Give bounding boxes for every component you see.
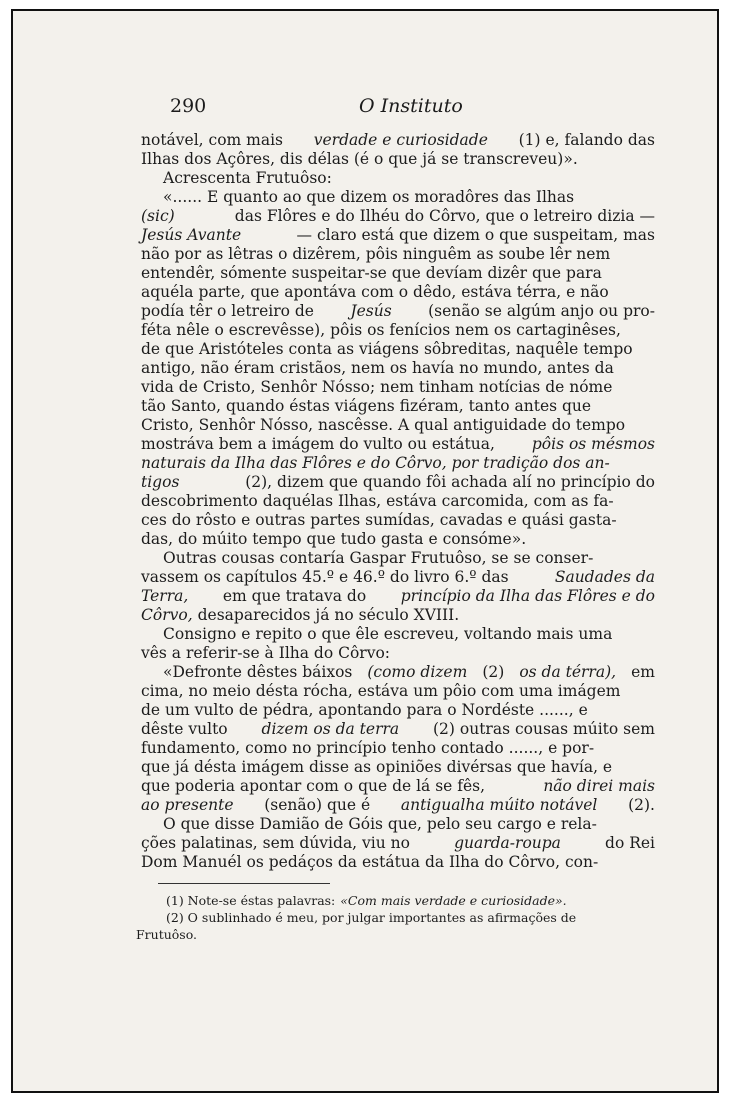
text-segment: (2) outras cousas múito sem: [433, 720, 655, 738]
text-segment: (2): [482, 663, 505, 681]
text-segment: notável, com mais: [141, 131, 284, 149]
footnotes: [136, 892, 655, 943]
text-segment: de um vulto de pédra, apontando para o Nordéste ......, e: [141, 701, 588, 719]
text-segment: podía têr o letreiro de: [141, 302, 314, 320]
text-segment: Ilhas dos Açôres, dis délas (é o que já se transcreveu)».: [141, 150, 578, 168]
text-segment: desaparecidos já no século XVIII.: [197, 606, 460, 624]
text-segment: princípio da Ilha das Flôres e do: [400, 587, 655, 605]
text-line: [141, 359, 655, 378]
book-title: O Instituto: [359, 95, 463, 117]
text-line: [141, 321, 655, 340]
text-segment: em: [631, 663, 655, 681]
text-segment: «...... E quanto ao que dizem os moradôres das Ilhas: [163, 188, 575, 206]
text-segment: descobrimento daquélas Ilhas, estáva carcomida, com as fa-: [141, 492, 614, 510]
footnote-line: [158, 909, 655, 926]
text-line: [141, 454, 655, 473]
text-segment: «Com mais verdade e curiosidade».: [340, 893, 567, 908]
text-line: [141, 777, 655, 796]
text-segment: pôis os mésmos: [531, 435, 655, 453]
book-page: [11, 9, 719, 1093]
text-segment: que já désta imágem disse as opiniões divérsas que havía, e: [141, 758, 613, 776]
text-segment: de que Aristóteles conta as viágens sôbreditas, naquêle tempo: [141, 340, 633, 358]
text-segment: (1) Note-se éstas palavras:: [166, 893, 336, 908]
text-line: [141, 815, 655, 834]
text-line: [141, 549, 655, 568]
text-line: [141, 226, 655, 245]
text-segment: Consigno e repito o que êle escreveu, voltando mais uma: [163, 625, 613, 643]
text-segment: naturais da Ilha das Flôres e do Côrvo, por tradição dos an-: [141, 454, 610, 472]
text-segment: das, do múito tempo que tudo gasta e consóme».: [141, 530, 527, 548]
text-segment: das Flôres e do Ilhéu do Côrvo, que o letreiro dizia —: [234, 207, 655, 225]
text-line: [141, 150, 655, 169]
text-segment: (como dizem: [367, 663, 468, 681]
text-line: [141, 245, 655, 264]
text-segment: ces do rôsto e outras partes sumídas, cavadas e quási gasta-: [141, 511, 617, 529]
text-segment: (sic): [141, 207, 175, 225]
text-line: [141, 188, 655, 207]
text-segment: féta nêle o escrevêsse), pôis os fenícios nem os cartaginêses,: [141, 321, 621, 339]
text-line: [141, 720, 655, 739]
text-segment: Jesús Avante: [141, 226, 242, 244]
text-line: [141, 302, 655, 321]
text-segment: Terra,: [141, 587, 189, 605]
text-line: [141, 796, 655, 815]
text-segment: entendêr, sómente suspeitar-se que devíam dizêr que para: [141, 264, 602, 282]
text-line: [141, 473, 655, 492]
text-line: [141, 340, 655, 359]
text-line: [141, 644, 655, 663]
text-segment: (2) O sublinhado é meu, por julgar importantes as afirmações de: [166, 910, 577, 925]
text-segment: vassem os capítulos 45.º e 46.º do livro 6.º das: [141, 568, 509, 586]
text-segment: (2).: [628, 796, 655, 814]
text-line: [141, 283, 655, 302]
text-segment: mostráva bem a imágem do vulto ou estátua,: [141, 435, 495, 453]
text-segment: Jesús: [350, 302, 392, 320]
text-line: [141, 435, 655, 454]
text-segment: não direi mais: [543, 777, 655, 795]
text-line: [141, 625, 655, 644]
text-segment: tigos: [141, 473, 180, 491]
text-segment: vês a referir-se à Ilha do Côrvo:: [141, 644, 391, 662]
text-segment: cima, no meio désta rócha, estáva um pôio com uma imágem: [141, 682, 621, 700]
text-segment: Cristo, Senhôr Nósso, nascêsse. A qual antiguidade do tempo: [141, 416, 626, 434]
text-segment: antigualha múito notável: [400, 796, 598, 814]
text-segment: em que tratava do: [222, 587, 367, 605]
text-segment: — claro está que dizem o que suspeitam, mas: [296, 226, 655, 244]
text-line: [141, 853, 655, 872]
text-segment: Saudades da: [554, 568, 655, 586]
text-segment: Dom Manuél os pedáços da estátua da Ilha do Côrvo, con-: [141, 853, 599, 871]
text-line: [141, 606, 655, 625]
text-segment: aquéla parte, que apontáva com o dêdo, estáva térra, e não: [141, 283, 609, 301]
text-line: [141, 587, 655, 606]
text-line: [141, 758, 655, 777]
text-line: [141, 663, 655, 682]
text-segment: Outras cousas contaría Gaspar Frutuôso, se se conser-: [163, 549, 594, 567]
text-segment: do Rei: [605, 834, 655, 852]
text-segment: O que disse Damião de Góis que, pelo seu cargo e rela-: [163, 815, 597, 833]
text-segment: «Defronte dêstes báixos: [163, 663, 353, 681]
text-segment: antigo, não éram cristãos, nem os havía no mundo, antes da: [141, 359, 614, 377]
text-line: [141, 511, 655, 530]
text-segment: Acrescenta Frutuôso:: [163, 169, 332, 187]
text-segment: que poderia apontar com o que de lá se fês,: [141, 777, 486, 795]
text-line: [141, 568, 655, 587]
text-line: [141, 207, 655, 226]
running-head: [13, 95, 717, 119]
text-segment: não por as lêtras o dizêrem, pôis ninguêm as soube lêr nem: [141, 245, 611, 263]
text-line: [141, 530, 655, 549]
text-segment: dizem os da terra: [261, 720, 400, 738]
footnote-line: [136, 926, 655, 943]
text-segment: guarda-roupa: [454, 834, 561, 852]
text-line: [141, 492, 655, 511]
text-segment: (2), dizem que quando fôi achada alí no princípio do: [245, 473, 655, 491]
text-segment: (senão) que é: [264, 796, 371, 814]
text-segment: verdade e curiosidade: [313, 131, 488, 149]
text-segment: vida de Cristo, Senhôr Nósso; nem tinham notícias de nóme: [141, 378, 613, 396]
page-number: 290: [170, 95, 207, 117]
text-segment: Frutuôso.: [136, 927, 197, 942]
footnote-line: [158, 892, 655, 909]
body-text: [141, 131, 655, 872]
text-line: [141, 131, 655, 150]
text-segment: (senão se algúm anjo ou pro-: [428, 302, 655, 320]
text-line: [141, 682, 655, 701]
footnote-rule: [158, 883, 330, 884]
text-segment: ções palatinas, sem dúvida, viu no: [141, 834, 410, 852]
text-line: [141, 834, 655, 853]
text-line: [141, 378, 655, 397]
text-line: [141, 264, 655, 283]
text-segment: ao presente: [141, 796, 234, 814]
text-segment: dêste vulto: [141, 720, 228, 738]
text-line: [141, 169, 655, 188]
text-segment: tão Santo, quando éstas viágens fizéram, tanto antes que: [141, 397, 592, 415]
text-line: [141, 397, 655, 416]
text-segment: (1) e, falando das: [518, 131, 655, 149]
text-line: [141, 739, 655, 758]
text-segment: Côrvo,: [141, 606, 193, 624]
text-segment: fundamento, como no princípio tenho contado ......, e por-: [141, 739, 595, 757]
text-line: [141, 416, 655, 435]
text-segment: os da térra),: [519, 663, 617, 681]
text-line: [141, 701, 655, 720]
